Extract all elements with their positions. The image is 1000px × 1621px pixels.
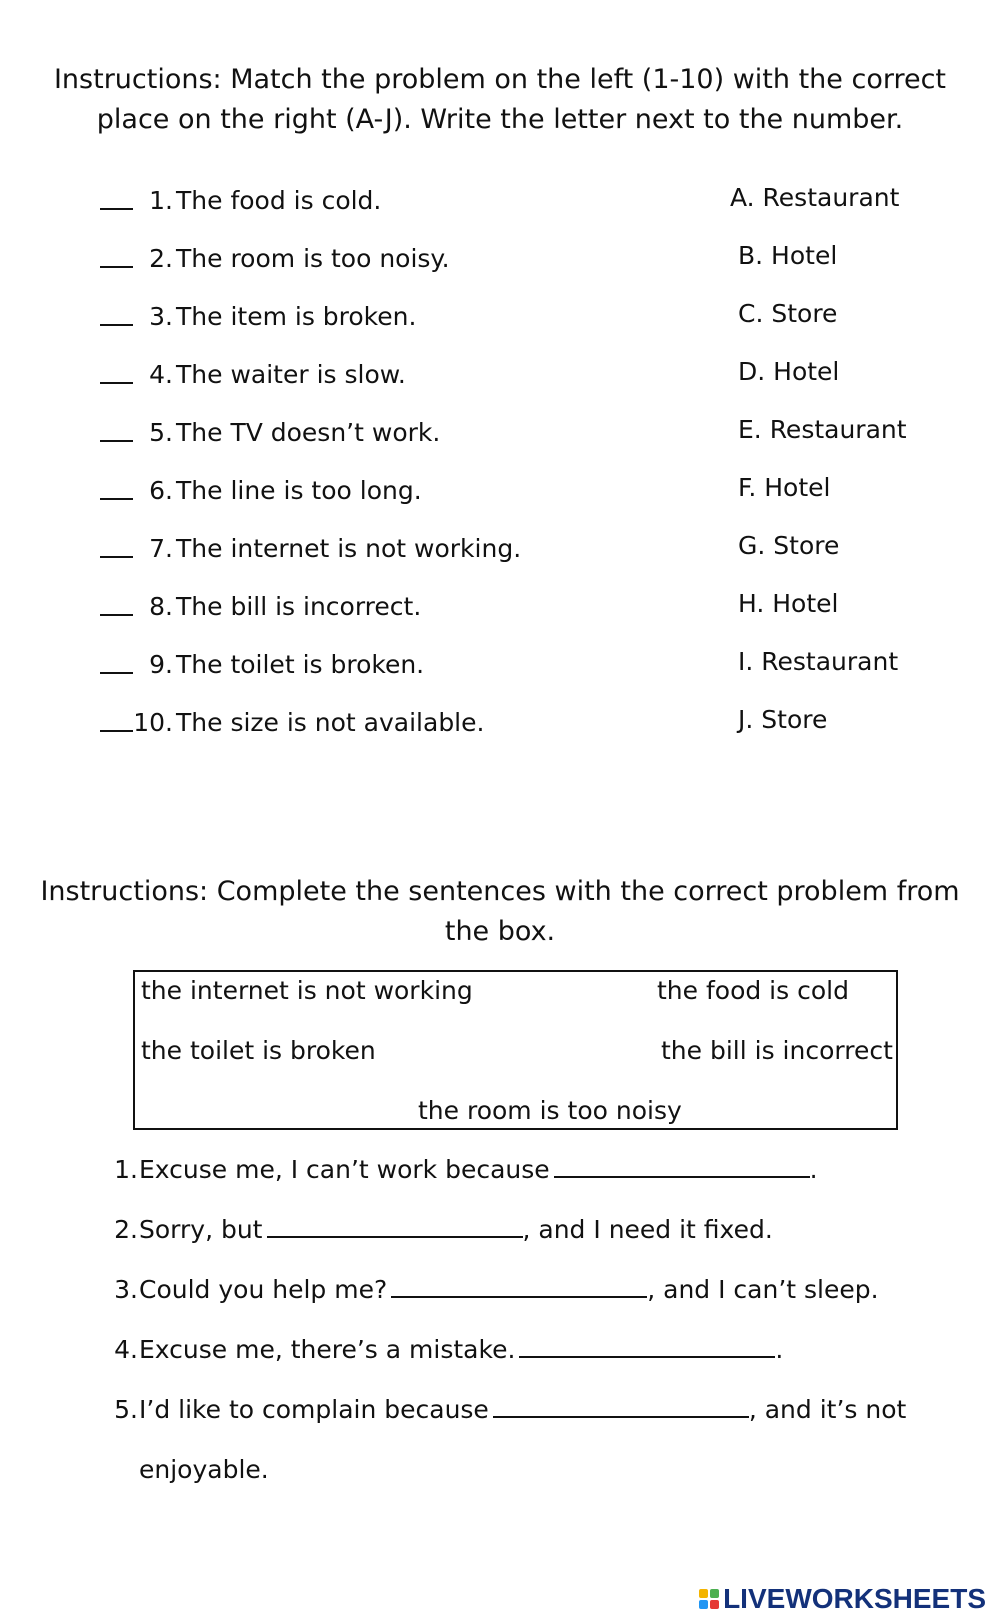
word-box-item: the internet is not working bbox=[141, 976, 473, 1005]
match-row bbox=[0, 181, 1000, 221]
place-option: B. Hotel bbox=[738, 241, 838, 270]
problem-number: 9. bbox=[149, 650, 173, 679]
sentence-text-before: Excuse me, there’s a mistake. bbox=[139, 1335, 516, 1364]
match-row bbox=[0, 413, 1000, 453]
match-row bbox=[0, 529, 1000, 569]
sentence-blank[interactable] bbox=[267, 1212, 523, 1238]
sentence-blank[interactable] bbox=[493, 1392, 749, 1418]
match-row bbox=[0, 703, 1000, 743]
problem-text: The bill is incorrect. bbox=[176, 592, 422, 621]
sentence-text-before: Could you help me? bbox=[139, 1275, 388, 1304]
problem-text: The food is cold. bbox=[176, 186, 382, 215]
match-instructions-line2: place on the right (A-J). Write the letter next to the number. bbox=[96, 104, 904, 135]
match-row bbox=[0, 645, 1000, 685]
answer-blank[interactable] bbox=[100, 266, 133, 268]
answer-blank[interactable] bbox=[100, 440, 133, 442]
problem-number: 1. bbox=[149, 186, 173, 215]
place-option: J. Store bbox=[738, 705, 828, 734]
answer-blank[interactable] bbox=[100, 498, 133, 500]
answer-blank[interactable] bbox=[100, 324, 133, 326]
sentence-number: 1. bbox=[114, 1155, 138, 1184]
match-row bbox=[0, 297, 1000, 337]
problem-text: The toilet is broken. bbox=[176, 650, 425, 679]
sentence-number: 4. bbox=[114, 1335, 138, 1364]
match-instructions bbox=[20, 60, 980, 140]
match-row bbox=[0, 587, 1000, 627]
problem-text: The TV doesn’t work. bbox=[176, 418, 441, 447]
place-option: H. Hotel bbox=[738, 589, 839, 618]
word-box-item: the toilet is broken bbox=[141, 1036, 376, 1065]
complete-instructions bbox=[20, 872, 980, 952]
problem-number: 3. bbox=[149, 302, 173, 331]
sentence-number: 3. bbox=[114, 1275, 138, 1304]
word-box-item: the room is too noisy bbox=[418, 1096, 682, 1125]
answer-blank[interactable] bbox=[100, 614, 133, 616]
match-row bbox=[0, 239, 1000, 279]
problem-number: 2. bbox=[149, 244, 173, 273]
logo-square-icon bbox=[699, 1589, 708, 1598]
problem-text: The waiter is slow. bbox=[176, 360, 406, 389]
problem-number: 5. bbox=[149, 418, 173, 447]
sentence-blank[interactable] bbox=[519, 1332, 775, 1358]
place-option: I. Restaurant bbox=[738, 647, 899, 676]
problem-number: 10. bbox=[133, 708, 173, 737]
problem-text: The room is too noisy. bbox=[176, 244, 450, 273]
problem-number: 8. bbox=[149, 592, 173, 621]
sentence-number: 5. bbox=[114, 1395, 138, 1424]
logo-square-icon bbox=[710, 1600, 719, 1609]
sentence-text-after: , and I need it fixed. bbox=[522, 1215, 773, 1244]
problem-number: 6. bbox=[149, 476, 173, 505]
place-option: D. Hotel bbox=[738, 357, 840, 386]
answer-blank[interactable] bbox=[100, 208, 133, 210]
sentence-continuation: enjoyable. bbox=[139, 1455, 269, 1484]
place-option: F. Hotel bbox=[738, 473, 831, 502]
word-box bbox=[133, 970, 898, 1130]
sentence-blank[interactable] bbox=[391, 1272, 647, 1298]
answer-blank[interactable] bbox=[100, 672, 133, 674]
logo-text: LIVEWORKSHEETS bbox=[723, 1583, 986, 1614]
word-box-item: the food is cold bbox=[657, 976, 849, 1005]
place-option: A. Restaurant bbox=[730, 183, 900, 212]
logo-square-icon bbox=[710, 1589, 719, 1598]
liveworksheets-logo[interactable] bbox=[699, 1583, 986, 1615]
place-option: E. Restaurant bbox=[738, 415, 907, 444]
logo-square-icon bbox=[699, 1600, 708, 1609]
problem-number: 4. bbox=[149, 360, 173, 389]
sentence-text-after: , and I can’t sleep. bbox=[647, 1275, 879, 1304]
sentence-text-after: . bbox=[809, 1155, 818, 1184]
sentence-text-before: Sorry, but bbox=[139, 1215, 263, 1244]
problem-number: 7. bbox=[149, 534, 173, 563]
place-option: G. Store bbox=[738, 531, 840, 560]
complete-instructions-line2: the box. bbox=[444, 916, 556, 947]
problem-text: The internet is not working. bbox=[176, 534, 522, 563]
match-row bbox=[0, 355, 1000, 395]
answer-blank[interactable] bbox=[100, 730, 133, 732]
sentence-number: 2. bbox=[114, 1215, 138, 1244]
word-box-item: the bill is incorrect bbox=[661, 1036, 893, 1065]
match-row bbox=[0, 471, 1000, 511]
sentence-text-after: , and it’s not bbox=[748, 1395, 907, 1424]
problem-text: The size is not available. bbox=[176, 708, 485, 737]
problem-text: The line is too long. bbox=[176, 476, 422, 505]
answer-blank[interactable] bbox=[100, 556, 133, 558]
match-instructions-line1: Instructions: Match the problem on the left (1-10) with the correct bbox=[53, 64, 947, 95]
place-option: C. Store bbox=[738, 299, 838, 328]
complete-instructions-line1: Instructions: Complete the sentences with the correct problem from bbox=[40, 876, 960, 907]
sentence-text-before: Excuse me, I can’t work because bbox=[139, 1155, 550, 1184]
problem-text: The item is broken. bbox=[176, 302, 417, 331]
answer-blank[interactable] bbox=[100, 382, 133, 384]
sentence-blank[interactable] bbox=[554, 1152, 810, 1178]
logo-grid-icon bbox=[699, 1589, 719, 1609]
sentence-text-after: . bbox=[775, 1335, 784, 1364]
sentence-text-before: I’d like to complain because bbox=[139, 1395, 489, 1424]
